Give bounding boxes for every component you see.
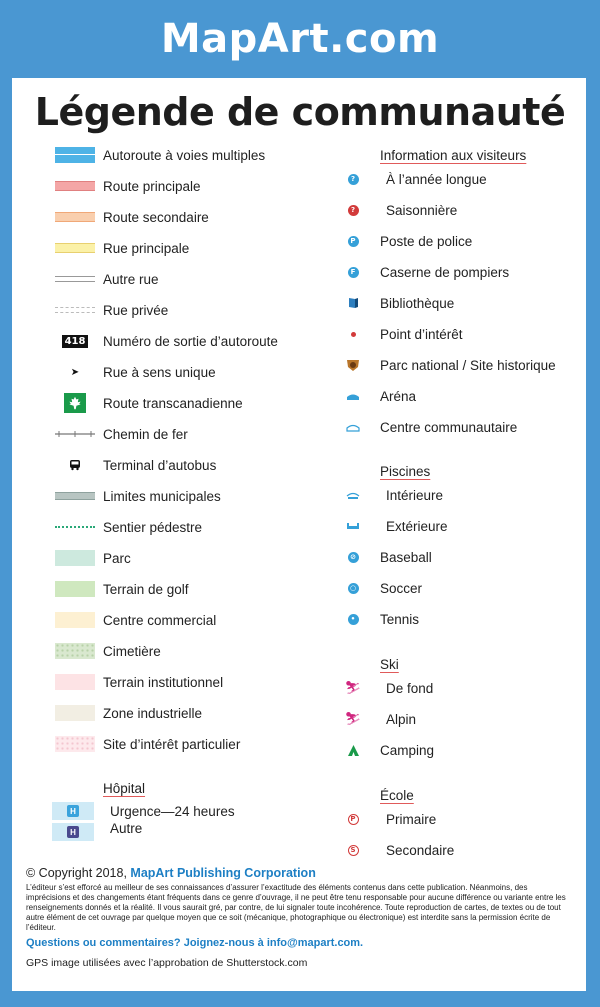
legend-item-primary-school: P Primaire (340, 808, 436, 830)
legend-label: Rue principale (103, 240, 190, 256)
contact-link[interactable]: Questions ou commentaires? Joignez-nous à info@mapart.com. (26, 937, 364, 949)
legend-label: Cimetière (103, 643, 161, 659)
legend-label: Autre rue (103, 271, 159, 287)
legend-item-shopping-centre (55, 609, 216, 631)
legend-item-footpath (55, 516, 202, 538)
maple-leaf-icon (55, 394, 95, 412)
legend-item-golf (55, 578, 189, 600)
disclaimer-text: L’éditeur s’est efforcé au meilleur de ses connaissances d’assurer l’exactitude des éléments contenus dans cette publication. Néanmoins, des imprécisions et des changements étant fréquents dans ce genre d’ouvrage, il ne peut être tenu responsable pour aucune différence ou variante entre les renseignements donnés et la réalité. Il vous saurait gré, par contre, de lui signaler toute incohérence. Toute reproduction de cartes, de textes ou de tout autre élément de cet ouvrage par quelque moyen que ce soit (mécanique, photographique ou électronique) est interdite sans la permission écrite de l’éditeur. (26, 883, 566, 932)
legend-label: Parc (103, 550, 131, 566)
alpine-skier-icon: ⛷ (344, 711, 362, 726)
legend-item-trans-canada (55, 392, 243, 414)
outdoor-pool-icon (340, 517, 366, 535)
soccer-icon: ○ (348, 583, 359, 594)
seasonal-info-icon: ? (348, 205, 359, 216)
legend-label: Autoroute à voies multiples (103, 147, 266, 163)
legend-label: Rue privée (103, 302, 169, 318)
legend-item-point-of-interest: Point d’intérêt (340, 323, 463, 345)
legend-label: Route secondaire (103, 209, 209, 225)
legend-item-seasonal: ? Saisonnière (340, 199, 457, 221)
ski-heading: Ski (380, 657, 399, 672)
visitors-heading: Information aux visiteurs (380, 148, 527, 163)
legend-item-cross-country-ski: ⛷ De fond (340, 677, 433, 699)
secondary-school-icon: S (348, 845, 359, 856)
legend-item-railway (55, 423, 188, 445)
legend-label: Route transcanadienne (103, 395, 243, 411)
brand-header (0, 0, 600, 78)
legend-item-secondary-road (55, 206, 209, 228)
indoor-pool-icon (340, 486, 366, 504)
legend-label: Centre commercial (103, 612, 217, 628)
legend-label: Sentier pédestre (103, 519, 203, 535)
community-centre-icon (340, 418, 366, 436)
hospital-icon: H (67, 826, 79, 838)
legend-item-year-round: ? À l’année longue (340, 168, 487, 190)
legend-item-secondary-school: S Secondaire (340, 839, 454, 861)
legend-item-multi-lane-highway (55, 144, 265, 166)
point-of-interest-dot-icon (340, 325, 366, 343)
legend-item-library: Bibliothèque (340, 292, 454, 314)
baseball-icon: ⊘ (348, 552, 359, 563)
legend-item-industrial (55, 702, 202, 724)
legend-item-national-park: Parc national / Site historique (340, 354, 556, 376)
legend-item-main-street (55, 237, 189, 259)
legend-item-bus-terminal (55, 454, 216, 476)
legend-label: Route principale (103, 178, 201, 194)
info-icon: ? (348, 174, 359, 185)
legend-item-police: P Poste de police (340, 230, 472, 252)
exit-number-badge: 418 (62, 335, 89, 348)
cross-country-skier-icon: ⛷ (344, 680, 362, 695)
tent-icon (340, 741, 366, 759)
legend-item-other-street (55, 268, 159, 290)
copyright-text: © Copyright 2018, (26, 866, 127, 880)
bus-icon (55, 456, 95, 474)
railway-symbol (55, 425, 95, 443)
legend-item-exit-number (55, 330, 278, 352)
legend-label: Limites municipales (103, 488, 221, 504)
legend-item-private-street (55, 299, 168, 321)
hospital-other-symbol (52, 823, 94, 841)
legend-item-indoor-pool: Intérieure (340, 484, 443, 506)
hospital-urgent-label: Urgence—24 heures (110, 804, 235, 819)
legend-item-tennis: • Tennis (340, 608, 419, 630)
hospital-heading: Hôpital (103, 781, 146, 796)
pools-heading: Piscines (380, 464, 431, 479)
legend-item-arena: Aréna (340, 385, 416, 407)
arena-icon (340, 387, 366, 405)
legend-label: Site d’intérêt particulier (103, 736, 241, 752)
legend-item-outdoor-pool: Extérieure (340, 515, 448, 537)
tennis-icon: • (348, 614, 359, 625)
primary-school-icon: P (348, 814, 359, 825)
legend-item-special-interest (55, 733, 240, 755)
legend-label: Numéro de sortie d’autoroute (103, 333, 278, 349)
one-way-arrow-icon: ➤ (70, 366, 80, 378)
beaver-crest-icon (340, 356, 366, 374)
legend-item-community-centre: Centre communautaire (340, 416, 517, 438)
legend-label: Rue à sens unique (103, 364, 216, 380)
library-book-icon (340, 294, 366, 312)
multi-lane-highway-symbol (55, 146, 95, 164)
legend-label: Chemin de fer (103, 426, 188, 442)
footer (26, 866, 566, 969)
legend-item-camping: Camping (340, 739, 434, 761)
police-icon: P (348, 236, 359, 247)
legend-item-baseball: ⊘ Baseball (340, 546, 432, 568)
brand-title: MapArt.com (160, 16, 440, 62)
hospital-icon: H (67, 805, 79, 817)
legend-item-soccer: ○ Soccer (340, 577, 422, 599)
fire-station-icon: F (348, 267, 359, 278)
legend-item-alpine-ski: ⛷ Alpin (340, 708, 416, 730)
legend-label: Terrain de golf (103, 581, 189, 597)
legend-label: Zone industrielle (103, 705, 203, 721)
legend-label: Terrain institutionnel (103, 674, 224, 690)
publisher-name: MapArt Publishing Corporation (130, 866, 316, 880)
legend-item-main-road (55, 175, 201, 197)
legend-item-cemetery (55, 640, 161, 662)
legend-item-park (55, 547, 131, 569)
legend-item-fire-station: F Caserne de pompiers (340, 261, 509, 283)
legend-item-institutional (55, 671, 223, 693)
school-heading: École (380, 788, 414, 803)
hospital-urgent-symbol (52, 802, 94, 820)
legend-label: Terminal d’autobus (103, 457, 217, 473)
image-credit: GPS image utilisées avec l’approbation de Shutterstock.com (26, 957, 308, 969)
legend-title: Légende de communauté (34, 90, 566, 134)
hospital-other-label: Autre (110, 821, 143, 836)
legend-item-one-way (55, 361, 216, 383)
legend-item-municipal-limits (55, 485, 221, 507)
